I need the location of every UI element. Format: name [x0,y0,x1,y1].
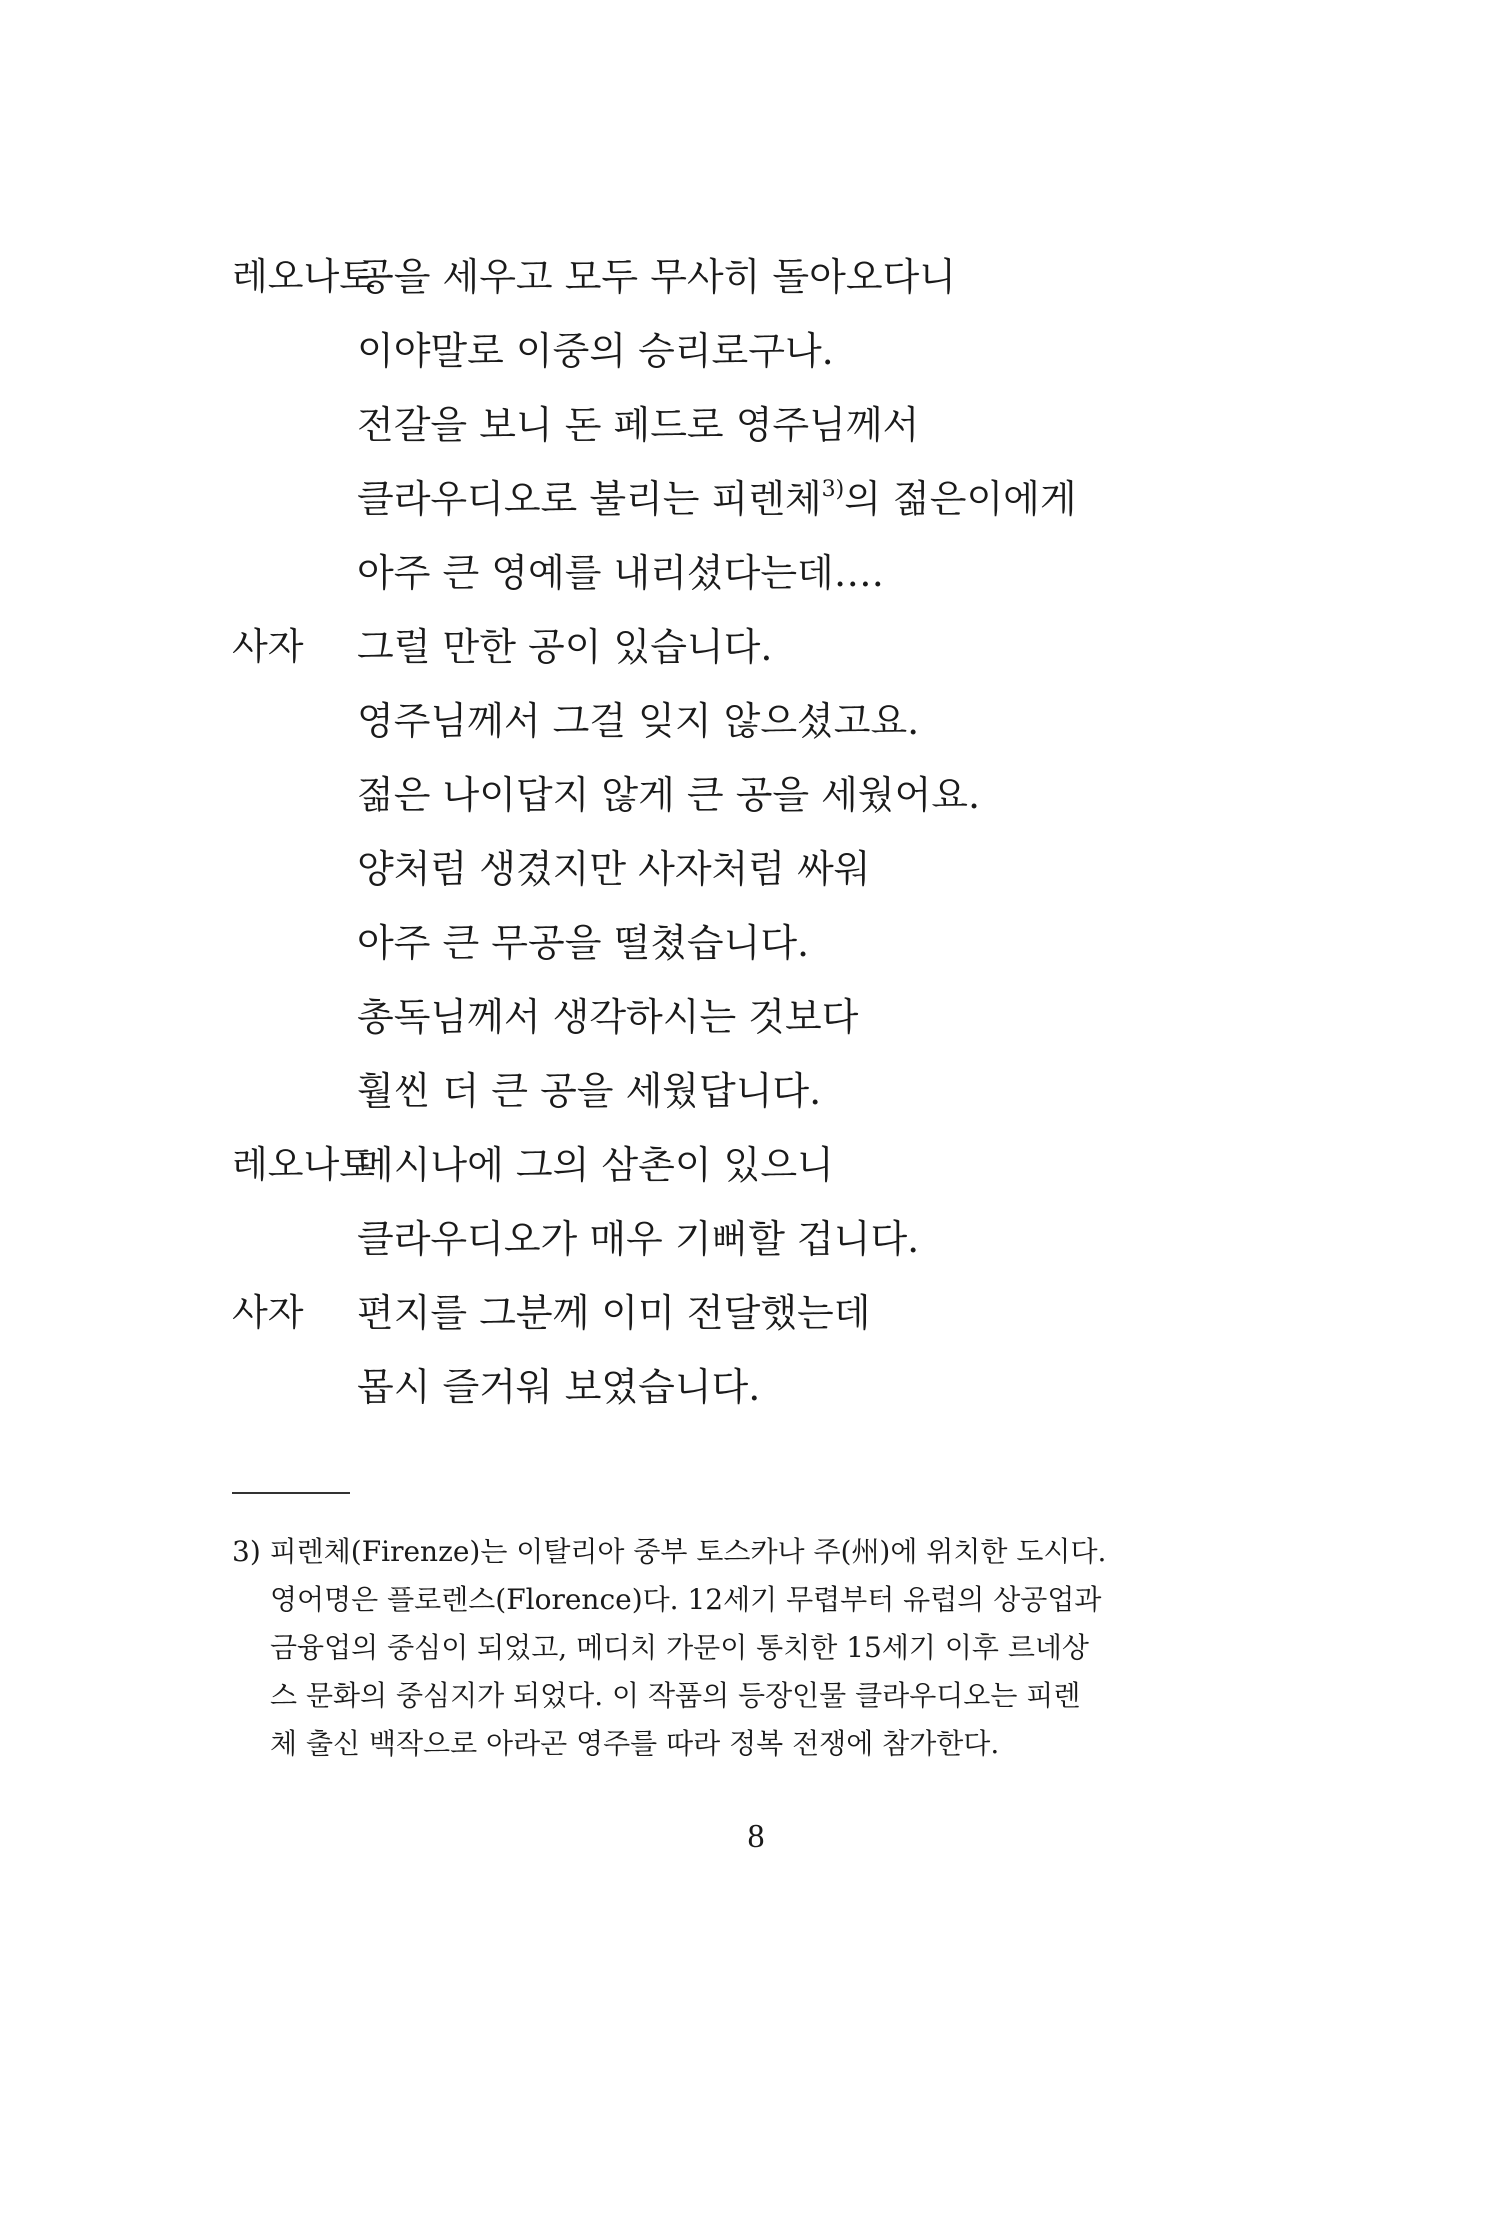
dialogue-line [232,1276,1332,1350]
dialogue-text: 총독님께서 생각하시는 것보다 [357,995,859,1039]
dialogue-line [232,1350,1332,1424]
dialogue-line [232,1054,1332,1128]
dialogue-text: 공을 세우고 모두 무사히 돌아오다니 [357,255,956,299]
dialogue-text-before-ref: 클라우디오로 불리는 피렌체 [357,477,822,521]
dialogue-text: 편지를 그분께 이미 전달했는데 [357,1291,871,1335]
dialogue-text: 메시나에 그의 삼촌이 있으니 [357,1143,834,1187]
dialogue-text: 아주 큰 무공을 떨쳤습니다. [357,921,810,965]
dialogue-line [232,388,1332,462]
dialogue-text: 이야말로 이중의 승리로구나. [357,329,834,373]
dialogue-line [232,980,1332,1054]
dialogue-block [232,240,1332,1424]
dialogue-text: 몹시 즐거워 보였습니다. [357,1365,761,1409]
dialogue-line [232,758,1332,832]
footnote-line: 영어명은 플로렌스(Florence)다. 12세기 무렵부터 유럽의 상공업과 [270,1583,1102,1616]
dialogue-line [232,1128,1332,1202]
footnote-line: 스 문화의 중심지가 되었다. 이 작품의 등장인물 클라우디오는 피렌 [270,1679,1081,1712]
dialogue-line [232,610,1332,684]
dialogue-line [232,314,1332,388]
footnote-divider [232,1492,350,1494]
footnote-line: 체 출신 백작으로 아라곤 영주를 따라 정복 전쟁에 참가한다. [270,1727,1000,1760]
dialogue-text [357,462,1077,536]
dialogue-line [232,684,1332,758]
speaker-name: 사자 [232,1291,304,1334]
page-number: 8 [747,1818,765,1855]
dialogue-line [232,1202,1332,1276]
dialogue-text: 훨씬 더 큰 공을 세웠답니다. [357,1069,822,1113]
dialogue-text: 클라우디오가 매우 기뻐할 겁니다. [357,1217,920,1261]
dialogue-text: 젊은 나이답지 않게 큰 공을 세웠어요. [357,773,981,817]
dialogue-line [232,462,1332,536]
dialogue-text: 그럴 만한 공이 있습니다. [357,625,773,669]
dialogue-text-after-ref: 의 젊은이에게 [844,477,1077,521]
dialogue-text: 양처럼 생겼지만 사자처럼 싸워 [357,847,871,891]
footnote-line: 금융업의 중심이 되었고, 메디치 가문이 통치한 15세기 이후 르네상 [270,1631,1089,1664]
speaker-name: 사자 [232,625,304,668]
footnote [232,1528,1182,1768]
speaker-name: 레오나토 [232,1143,375,1186]
dialogue-line [232,906,1332,980]
dialogue-line [232,240,1332,314]
footnote-reference[interactable]: 3) [821,477,845,502]
dialogue-text: 아주 큰 영예를 내리셨다는데…. [357,551,884,595]
speaker-name: 레오나토 [232,255,375,298]
dialogue-text: 영주님께서 그걸 잊지 않으셨고요. [357,699,920,743]
footnote-line: 3) 피렌체(Firenze)는 이탈리아 중부 토스카나 주(州)에 위치한 도시다. [232,1535,1107,1568]
dialogue-line [232,536,1332,610]
dialogue-line [232,832,1332,906]
dialogue-text: 전갈을 보니 돈 페드로 영주님께서 [357,403,920,447]
